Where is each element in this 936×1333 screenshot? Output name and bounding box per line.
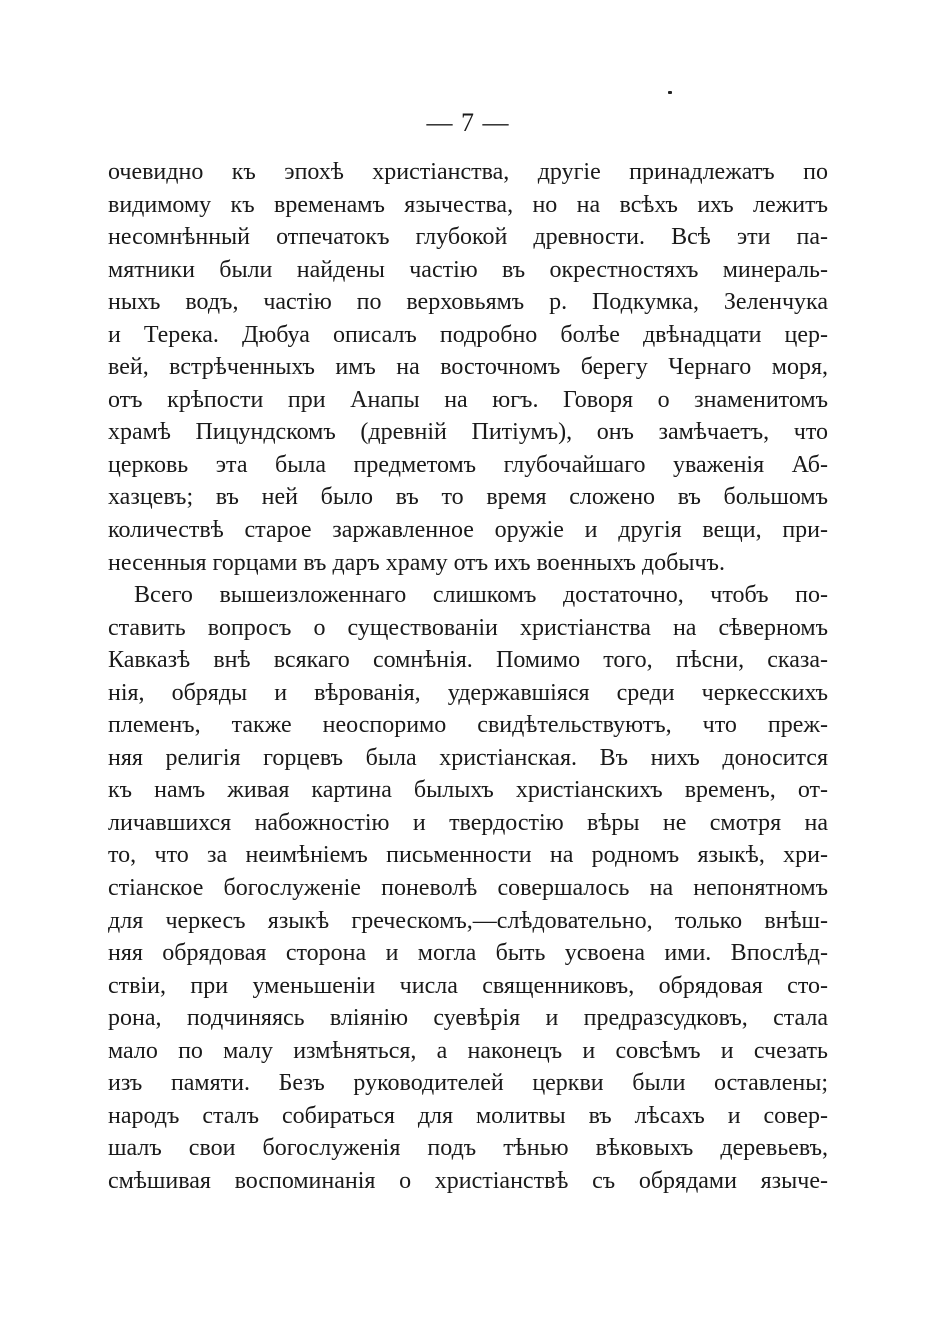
text-line: церковь эта была предметомъ глубочайшаго уваженія Аб- — [108, 451, 828, 478]
page-number: — 7 — — [426, 108, 510, 137]
text-line: стіанское богослуженіе поневолѣ совершалось на непонятномъ — [108, 875, 828, 902]
text-line: Всего вышеизложеннаго слишкомъ достаточно, чтобъ по- — [134, 582, 828, 609]
body-text — [108, 156, 828, 1198]
text-line: мятники были найдены частію въ окрестностяхъ минераль- — [108, 256, 828, 283]
text-line: отъ крѣпости при Анапы на югъ. Говоря о знаменитомъ — [108, 386, 828, 413]
text-line: нія, обряды и вѣрованія, удержавшіяся среди черкесскихъ — [108, 679, 828, 706]
text-line: хазцевъ; въ ней было въ то время сложено въ большомъ — [108, 484, 828, 511]
text-line: мало по малу измѣняться, а наконецъ и совсѣмъ и счезать — [108, 1037, 828, 1064]
text-line: видимому къ временамъ язычества, но на всѣхъ ихъ лежитъ — [108, 191, 828, 218]
text-line: личавшихся набожностію и твердостію вѣры не смотря на — [108, 809, 828, 836]
text-line: рона, подчиняясь вліянію суевѣрія и предразсудковъ, стала — [108, 1005, 828, 1032]
paragraph-1 — [108, 156, 828, 579]
text-line: вей, встрѣченныхъ имъ на восточномъ берегу Чернаго моря, — [108, 354, 828, 381]
text-line: народъ сталъ собираться для молитвы въ лѣсахъ и совер- — [108, 1102, 828, 1129]
text-line: ставить вопросъ о существованіи христіанства на сѣверномъ — [108, 614, 828, 641]
text-line: ныхъ водъ, частію по верховьямъ р. Подкумка, Зеленчука — [108, 289, 828, 316]
text-line: шалъ свои богослуженія подъ тѣнью вѣковыхъ деревьевъ, — [108, 1135, 828, 1162]
text-line: няя обрядовая сторона и могла быть усвоена ими. Впослѣд- — [108, 940, 828, 967]
text-line: несенныя горцами въ даръ храму отъ ихъ военныхъ добычъ. — [108, 549, 725, 576]
paragraph-2 — [108, 579, 828, 1197]
text-line: храмѣ Пицундскомъ (древній Питіумъ), онъ замѣчаетъ, что — [108, 419, 828, 446]
text-line: племенъ, также неоспоримо свидѣтельствуютъ, что преж- — [108, 712, 828, 739]
text-line: очевидно къ эпохѣ христіанства, другіе принадлежатъ по — [108, 159, 828, 185]
text-line: няя религія горцевъ была христіанская. Въ нихъ доносится — [108, 744, 828, 771]
text-line: несомнѣнный отпечатокъ глубокой древности. Всѣ эти па- — [108, 224, 828, 251]
ink-speck — [668, 91, 672, 94]
text-line: ствіи, при уменьшеніи числа священниковъ, обрядовая сто- — [108, 972, 828, 999]
text-line: къ намъ живая картина былыхъ христіанскихъ временъ, от- — [108, 777, 828, 804]
text-line: количествѣ старое заржавленное оружіе и другія вещи, при- — [108, 517, 828, 544]
text-line: изъ памяти. Безъ руководителей церкви были оставлены; — [108, 1070, 828, 1097]
text-line: то, что за неимѣніемъ письменности на родномъ языкѣ, хри- — [108, 842, 828, 869]
text-line: и Терека. Дюбуа описалъ подробно болѣе двѣнадцати цер- — [108, 321, 828, 348]
text-line: для черкесъ языкѣ греческомъ,—слѣдовательно, только внѣш- — [108, 907, 828, 934]
text-line: смѣшивая воспоминанія о христіанствѣ съ обрядами язычe- — [108, 1167, 828, 1194]
text-line: Кавказѣ внѣ всякаго сомнѣнія. Помимо того, пѣсни, сказа- — [108, 647, 828, 674]
